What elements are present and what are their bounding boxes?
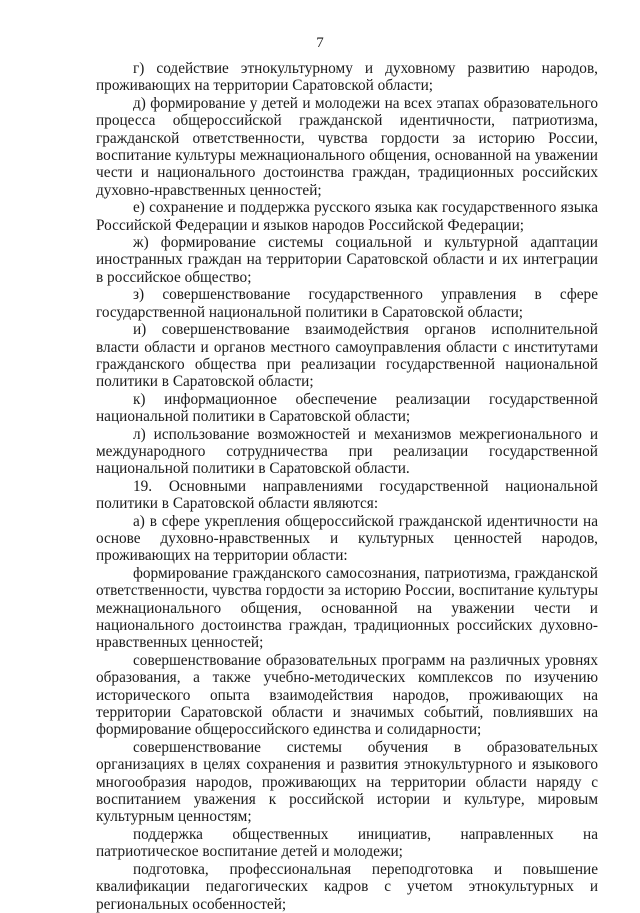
document-body bbox=[96, 60, 598, 913]
paragraph-l: л) использование возможностей и механизмов межрегионального и международного сотрудничества при реализации государственной национальной политики в Саратовской области. bbox=[96, 425, 598, 478]
paragraph-i: и) совершенствование взаимодействия органов исполнительной власти области и органов местного самоуправления области с институтами гражданского общества при реализации государственной национальной политики в Саратовской области; bbox=[96, 321, 598, 391]
paragraph-g: г) содействие этнокультурному и духовному развитию народов, проживающих на территории Саратовской области; bbox=[96, 60, 598, 95]
paragraph-teacher-training: подготовка, профессиональная переподготовка и повышение квалификации педагогических кадров с учетом этнокультурных и региональных особенностей; bbox=[96, 860, 598, 913]
paragraph-section-19: 19. Основными направлениями государственной национальной политики в Саратовской области являются: bbox=[96, 477, 598, 513]
paragraph-z: з) совершенствование государственного управления в сфере государственной национальной политики в Саратовской области; bbox=[96, 286, 598, 321]
page-number: 7 bbox=[316, 35, 324, 51]
paragraph-a: а) в сфере укрепления общероссийской гражданской идентичности на основе духовно-нравственных и культурных ценностей народов, проживающих на территории области: bbox=[96, 512, 598, 565]
paragraph-identity-formation: формирование гражданского самосознания, патриотизма, гражданской ответственности, чувства гордости за историю России, воспитание культуры межнационального общения, основанной на уважении чести и национального достоинства граждан, традиционных российских духовно-нравственных ценностей; bbox=[96, 564, 598, 652]
paragraph-k: к) информационное обеспечение реализации государственной национальной политики в Саратовской области; bbox=[96, 390, 598, 426]
paragraph-d: д) формирование у детей и молодежи на всех этапах образовательного процесса общероссийской гражданской идентичности, патриотизма, гражданской ответственности, чувства гордости за историю России, воспитание культуры межнационального общения, основанной на уважении чести и национального достоинства граждан, традиционных российских духовно-нравственных ценностей; bbox=[96, 94, 598, 199]
paragraph-education-system: совершенствование системы обучения в образовательных организациях в целях сохранения и развития этнокультурного и языкового многообразия народов, проживающих на территории области наряду с воспитанием уважения к российской истории и культуре, мировым культурным ценностям; bbox=[96, 738, 598, 826]
paragraph-zh: ж) формирование системы социальной и культурной адаптации иностранных граждан на территории Саратовской области и их интеграции в российское общество; bbox=[96, 234, 598, 286]
paragraph-public-initiatives: поддержка общественных инициатив, направленных на патриотическое воспитание детей и молодежи; bbox=[96, 825, 598, 861]
paragraph-educational-programs: совершенствование образовательных программ на различных уровнях образования, а также учебно-методических комплексов по изучению исторического опыта взаимодействия народов, проживающих на территории Саратовской области и значимых событий, повлиявших на формирование общероссийского единства и солидарности; bbox=[96, 651, 598, 739]
paragraph-e: е) сохранение и поддержка русского языка как государственного языка Российской Федерации и языков народов Российской Федерации; bbox=[96, 199, 598, 234]
